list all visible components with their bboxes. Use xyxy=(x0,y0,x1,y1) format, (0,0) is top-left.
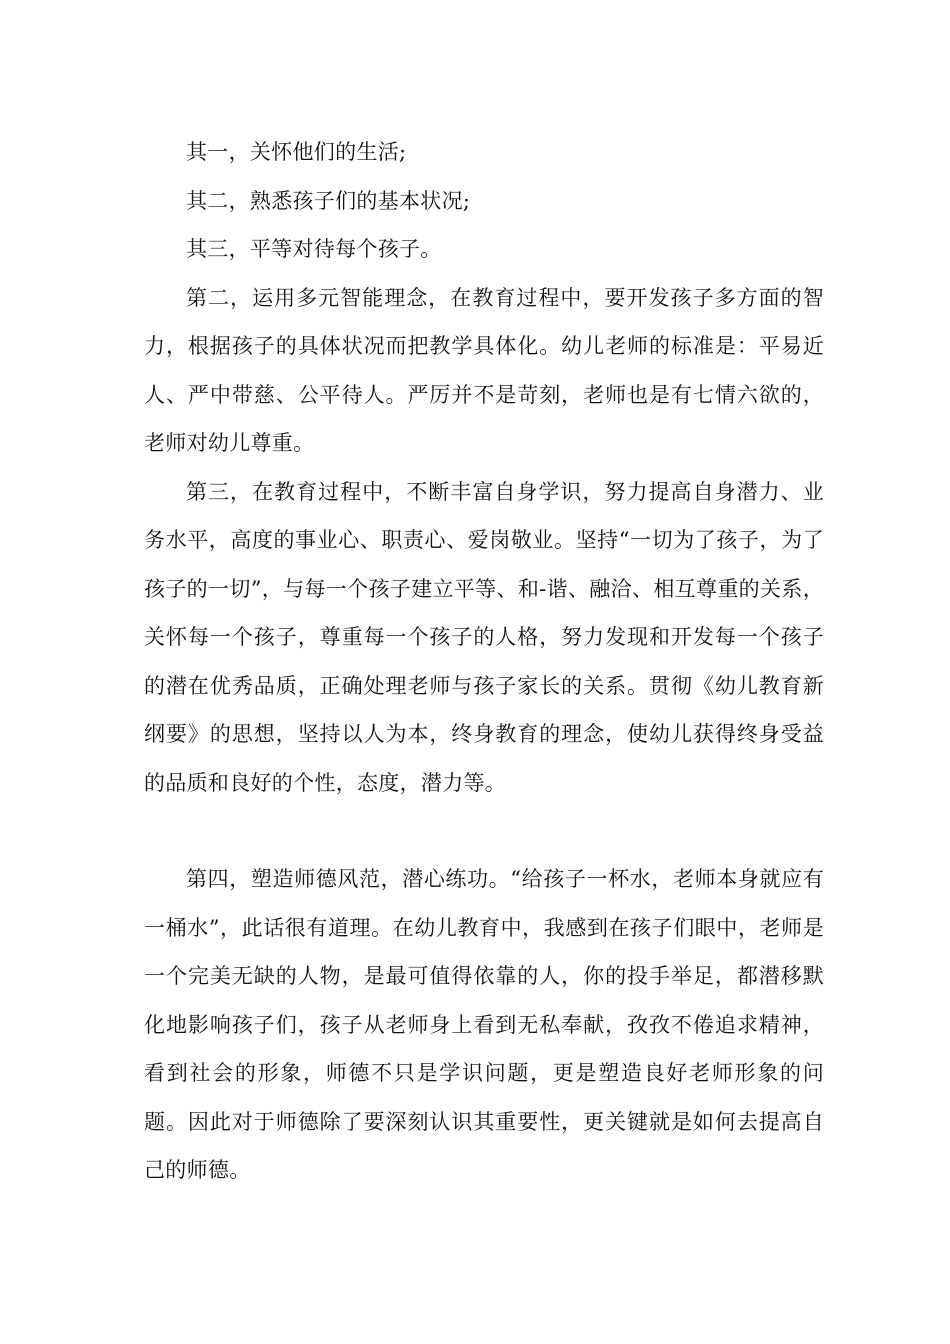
paragraph-item-2: 其二，熟悉孩子们的基本状况; xyxy=(186,188,471,213)
paragraph-item-1: 其一，关怀他们的生活; xyxy=(186,140,407,164)
paragraph-spacer xyxy=(144,807,824,855)
paragraph-item-3: 其三，平等对待每个孩子。 xyxy=(186,237,442,261)
paragraph-second-point: 第二，运用多元智能理念，在教育过程中，要开发孩子多方面的智力，根据孩子的具体状况而把教学具体化。幼儿老师的标准是：平易近人、严中带慈、公平待人。严厉并不是苛刻，老师也是有七情六欲的，老师对幼儿尊重。 xyxy=(144,285,824,455)
paragraph-fourth-point: 第四，塑造师德风范，潜心练功。“给孩子一杯水，老师本身就应有一桶水”，此话很有道理。在幼儿教育中，我感到在孩子们眼中，老师是一个完美无缺的人物，是最可值得依靠的人，你的投手举足，都潜移默化地影响孩子们，孩子从老师身上看到无私奉献，孜孜不倦追求精神，看到社会的形象，师德不只是学识问题，更是塑造良好老师形象的问题。因此对于师德除了要深刻认识其重要性，更关键就是如何去提高自己的师德。 xyxy=(144,867,824,1182)
paragraph-third-point: 第三，在教育过程中，不断丰富自身学识，努力提高自身潜力、业务水平，高度的事业心、职责心、爱岗敬业。坚持“一切为了孩子，为了孩子的一切”，与每一个孩子建立平等、和-谐、融洽、相互尊重的关系，关怀每一个孩子，尊重每一个孩子的人格，努力发现和开发每一个孩子的潜在优秀品质，正确处理老师与孩子家长的关系。贯彻《幼儿教育新纲要》的思想，坚持以人为本，终身教育的理念，使幼儿获得终身受益的品质和良好的个性，态度，潜力等。 xyxy=(144,479,824,795)
document-body xyxy=(144,128,824,1195)
